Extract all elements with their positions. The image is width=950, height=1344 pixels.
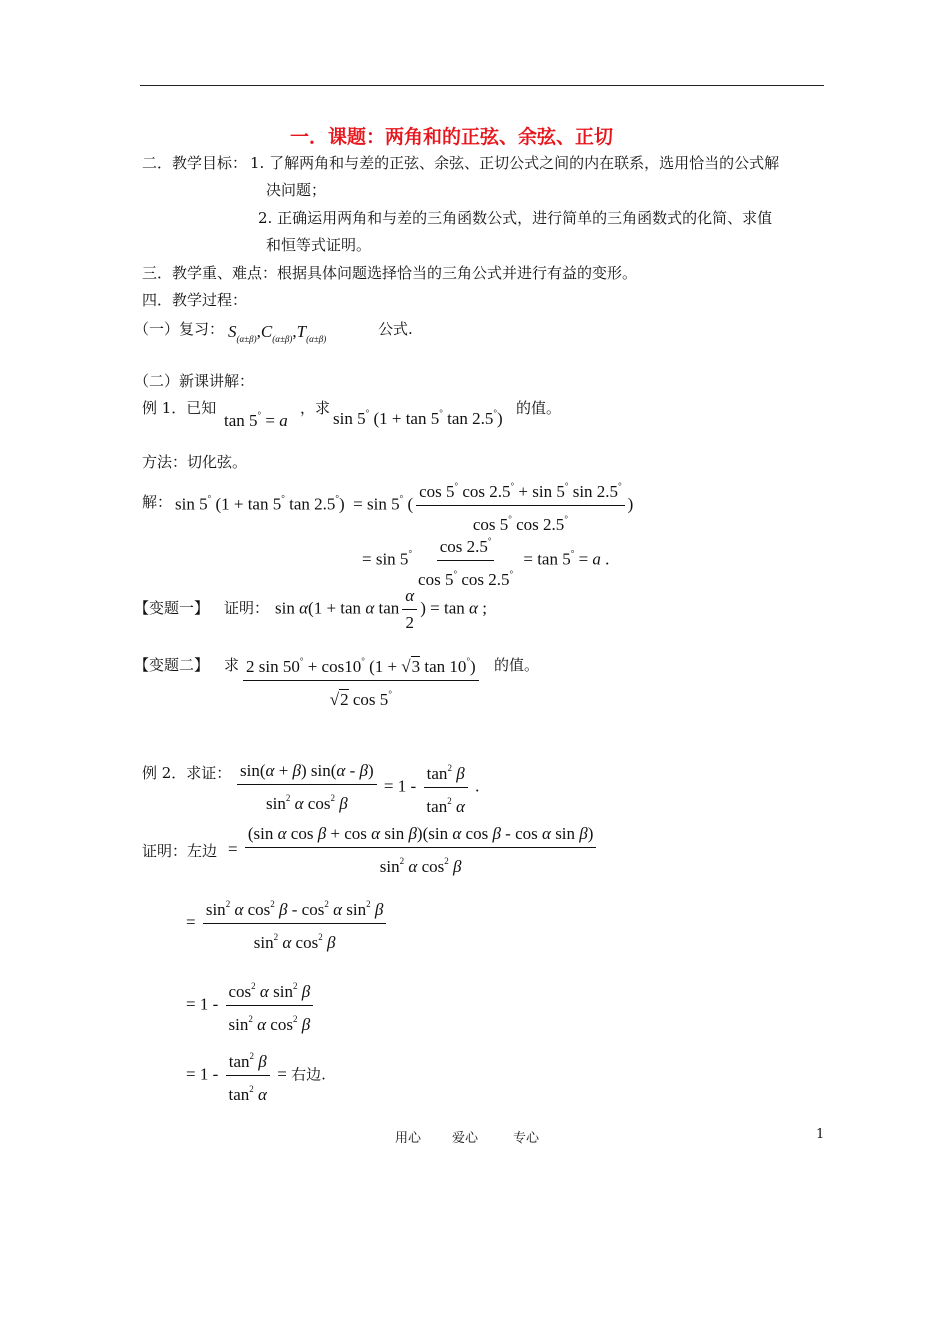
variant2-text: 求 [224,656,240,674]
proof-line-4: = 1 - $\frac{\tan^2 \beta}{\tan^2 \alpha}$ = 右边. [186,1045,326,1106]
example2-statement: $\frac{\sin(\alpha + \beta) \sin(\alpha - \beta)}{\sin^2 \alpha \cos^2 \beta}$ = 1 - $\frac{\tan^2 \beta}{\tan^2 \alpha}$ . [234,757,479,818]
variant2-suffix: 的值。 [494,656,540,674]
variant2-formula: $\frac{2 \sin 50^\circ + \cos 10^\circ (1 + √3 \tan 10^\circ)}{√2 \cos 5^\circ}$ [240,650,482,711]
goal-1-line-1: 1. 了解两角和与差的正弦、余弦、正切公式之间的内在联系，选用恰当的公式解 [250,154,780,172]
footer-motto-3: 专心 [513,1131,540,1146]
method-text: 方法：切化弦。 [142,453,248,471]
example1-middle: ，求 [300,399,331,417]
example1-prefix: 例 1．已知 [142,399,217,417]
solution-line-2: = sin 5° $\frac{\cos 2.5^\circ}{\cos 5^\circ \cos 2.5^\circ}$ = tan 5° = a . [362,530,609,591]
example1-suffix: 的值。 [516,399,562,417]
example2-prefix: 例 2．求证： [142,764,232,782]
proof-line-1: = $\frac{\text{(sin α cos β + cos α sin β)(sin α cos β - cos α sin β)}}{\sin^2 \alpha \cos^2 \beta}$ [228,823,599,878]
header-rule [140,85,824,86]
right-side-label: 右边. [291,1065,326,1084]
footer-motto-1: 用心 [395,1131,422,1146]
variant1-label: 【变题一】 [134,599,210,617]
proof-line-2: = $\frac{\sin^2 \alpha \cos^2 \beta - \cos^2 \alpha \sin^2 \beta}{\sin^2 \alpha \cos^2 \beta}$ [186,893,389,954]
goals-label: 二．教学目标： [142,154,248,172]
review-suffix: 公式. [378,320,413,338]
review-label: （一）复习： [134,320,225,338]
proof-label: 证明：左边 [142,842,218,860]
solution-line-1: sin 5° (1 + tan 5° tan 2.5°) = sin 5° ( $\frac{\cos 5^\circ \cos 2.5^\circ + \sin 5^\circ \sin 2.5^\circ}{\cos 5^\circ \cos 2.5^\circ}$ ) [175,475,633,536]
goal-1-line-2: 决问题； [266,181,327,199]
page-number: 1 [816,1127,825,1142]
key-points: 三．教学重、难点：根据具体问题选择恰当的三角公式并进行有益的变形。 [142,264,638,282]
variant2-label: 【变题二】 [134,656,210,674]
goal-2-line-2: 和恒等式证明。 [266,236,372,254]
variant1-text: 证明： [224,599,270,617]
example1-given: tan 5° = a [224,410,288,430]
footer-motto-2: 爱心 [452,1131,479,1146]
process-heading: 四．教学过程： [142,291,248,309]
goal-2-line-1: 2. 正确运用两角和与差的三角函数公式，进行简单的三角函数式的化简、求值 [258,209,773,227]
variant1-formula: sin α(1 + tan α tan $\frac{\alpha}{2}$ ) = tan α ; [275,586,487,632]
review-formulas: $S_{(\alpha\pm\beta)},C_{(\alpha\pm\beta)},T_{(\alpha\pm\beta)}$ [228,322,327,344]
solution-label: 解： [142,493,173,511]
new-lesson-heading: （二）新课讲解： [134,372,255,390]
page-title: 一．课题：两角和的正弦、余弦、正切 [290,126,614,148]
example1-expr: sin 5° (1 + tan 5° tan 2.5°) [333,408,503,428]
proof-line-3: = 1 - $\frac{\cos^2 \alpha \sin^2 \beta}{\sin^2 \alpha \cos^2 \beta}$ [186,975,316,1036]
